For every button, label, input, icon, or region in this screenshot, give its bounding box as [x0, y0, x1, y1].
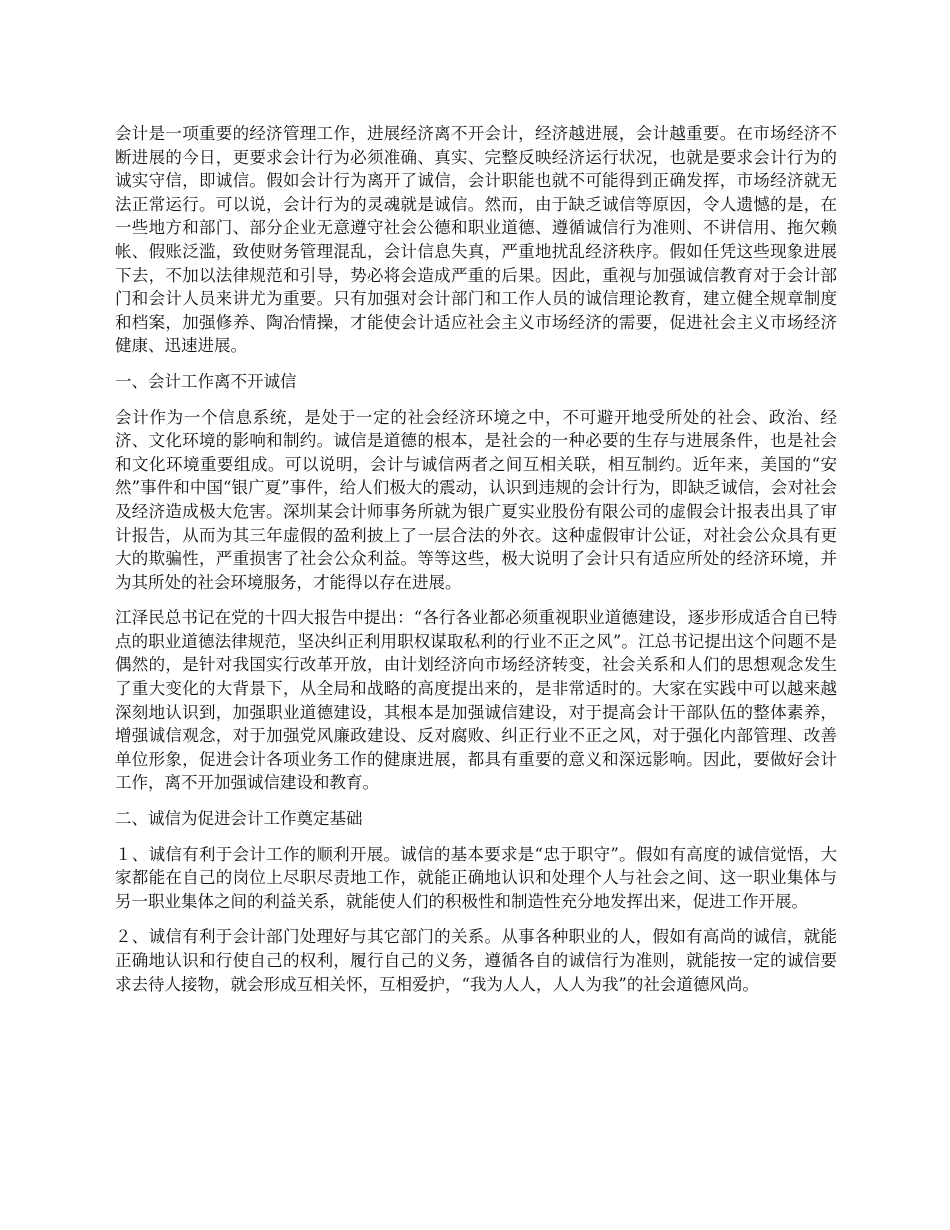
section-heading-2: 二、诚信为促进会计工作奠定基础 — [115, 809, 363, 829]
section-1-paragraph-2: 江泽民总书记在党的十四大报告中提出：“各行各业都必须重视职业道德建设，逐步形成适合自已特点的职业道德法律规范，坚决纠正利用职权谋取私利的行业不正之风”。江总书记提出这个问题不是偶然的，是针对我国实行改革开放，由计划经济向市场经济转变，社会关系和人们的思想观念发生了重大变化的大背景下，从全局和战略的高度提出来的，是非常适时的。大家在实践中可以越来越深刻地认识到，加强职业道德建设，其根本是加强诚信建设，对于提高会计干部队伍的整体素养，增强诚信观念，对于加强党风廉政建设、反对腐败、纠正行业不正之风，对于强化内部管理、改善单位形象，促进会计各项业务工作的健康进展，都具有重要的意义和深远影响。因此，要做好会计工作，离不开加强诚信建设和教育。 — [115, 608, 837, 793]
document-body — [115, 122, 837, 1008]
section-2-item-2: ２、诚信有利于会计部门处理好与其它部门的关系。从事各种职业的人，假如有高尚的诚信，就能正确地认识和行使自己的权利，履行自己的义务，遵循各自的诚信行为准则，就能按一定的诚信要求去待人接物，就会形成互相关怀，互相爱护，“我为人人，人人为我”的社会道德风尚。 — [115, 927, 837, 994]
intro-paragraph: 会计是一项重要的经济管理工作，进展经济离不开会计，经济越进展，会计越重要。在市场经济不断进展的今日，更要求会计行为必须准确、真实、完整反映经济运行状况，也就是要求会计行为的诚实守信，即诚信。假如会计行为离开了诚信，会计职能也就不可能得到正确发挥，市场经济就无法正常运行。可以说，会计行为的灵魂就是诚信。然而，由于缺乏诚信等原因，令人遗憾的是，在一些地方和部门、部分企业无意遵守社会公德和职业道德、遵循诚信行为准则、不讲信用、拖欠赖帐、假账泛滥，致使财务管理混乱，会计信息失真，严重地扰乱经济秩序。假如任凭这些现象进展下去，不加以法律规范和引导，势必将会造成严重的后果。因此，重视与加强诚信教育对于会计部门和会计人员来讲尤为重要。只有加强对会计部门和工作人员的诚信理论教育，建立健全规章制度和档案，加强修养、陶冶情操，才能使会计适应社会主义市场经济的需要，促进社会主义市场经济健康、迅速进展。 — [115, 124, 837, 356]
section-heading-1: 一、会计工作离不开诚信 — [115, 371, 297, 391]
section-2-item-1: １、诚信有利于会计工作的顺利开展。诚信的基本要求是“忠于职守”。假如有高度的诚信觉悟，大家都能在自己的岗位上尽职尽责地工作，就能正确地认识和处理个人与社会之间、这一职业集体与另一职业集体之间的利益关系，就能使人们的积极性和制造性充分地发挥出来，促进工作开展。 — [115, 844, 837, 911]
section-1-paragraph-1: 会计作为一个信息系统，是处于一定的社会经济环境之中，不可避开地受所处的社会、政治、经济、文化环境的影响和制约。诚信是道德的根本，是社会的一种必要的生存与进展条件，也是社会和文化环境重要组成。可以说明，会计与诚信两者之间互相关联，相互制约。近年来，美国的“安然”事件和中国“银广夏”事件，给人们极大的震动，认识到违规的会计行为，即缺乏诚信，会对社会及经济造成极大危害。深圳某会计师事务所就为银广夏实业股份有限公司的虚假会计报表出具了审计报告，从而为其三年虚假的盈利披上了一层合法的外衣。这种虚假审计公证，对社会公众具有更大的欺骗性，严重损害了社会公众利益。等等这些，极大说明了会计只有适应所处的经济环境，并为其所处的社会环境服务，才能得以存在进展。 — [115, 407, 837, 592]
